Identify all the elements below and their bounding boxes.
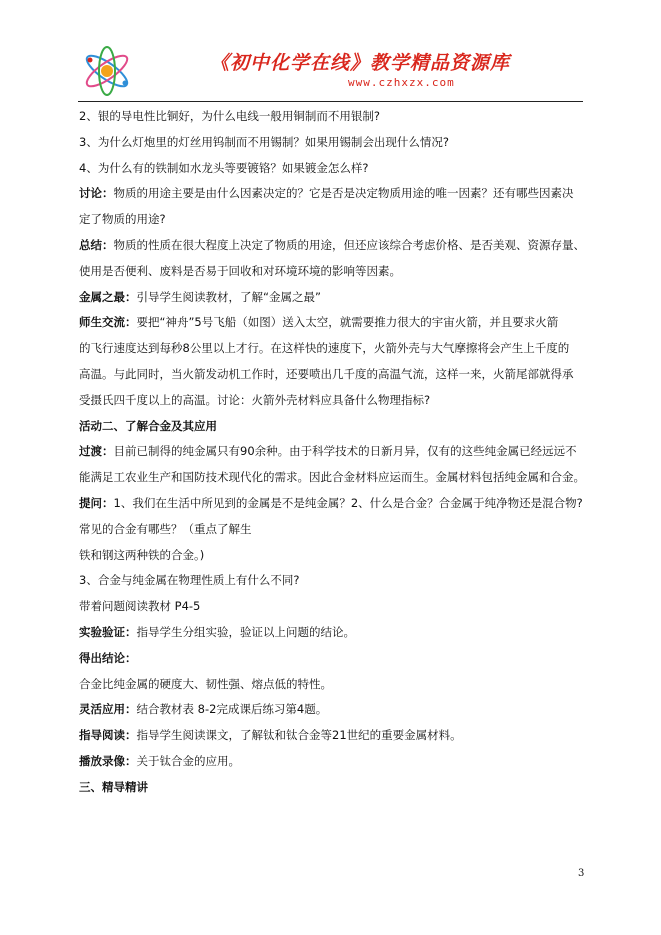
text-line: 金属之最：引导学生阅读教材，了解“金属之最” bbox=[79, 289, 321, 304]
section-heading: 三、精导精讲 bbox=[79, 779, 148, 794]
header-title: 《初中化学在线》教学精品资源库 bbox=[210, 52, 511, 74]
text-line: 总结：物质的性质在很大程度上决定了物质的用途，但还应该综合考虑价格、是否美观、资源存量、 bbox=[79, 237, 585, 252]
section-heading: 活动二、了解合金及其应用 bbox=[79, 418, 217, 433]
text-line: 提问：1、我们在生活中所见到的金属是不是纯金属？2、什么是合金？合金属于纯净物还是混合物? bbox=[79, 495, 583, 510]
text-line: 定了物质的用途? bbox=[79, 212, 166, 227]
text-line: 受摄氏四千度以上的高温。讨论：火箭外壳材料应具备什么物理指标? bbox=[79, 392, 431, 407]
text-line: 实验验证：指导学生分组实验，验证以上问题的结论。 bbox=[79, 624, 355, 639]
document-body bbox=[79, 104, 584, 801]
text-line: 带着问题阅读教材 P4-5 bbox=[79, 599, 201, 614]
page-number: 3 bbox=[578, 868, 585, 879]
text-line: 的飞行速度达到每秒8公里以上才行。在这样快的速度下，火箭外壳与大气摩擦将会产生上千度的 bbox=[79, 341, 570, 356]
header-divider bbox=[78, 101, 583, 102]
text-line: 3、合金与纯金属在物理性质上有什么不同? bbox=[79, 573, 300, 588]
text-line: 能满足工农业生产和国防技术现代化的需求。因此合金材料应运而生。金属材料包括纯金属和合金。 bbox=[79, 470, 585, 485]
text-line: 讨论：物质的用途主要是由什么因素决定的？它是否是决定物质用途的唯一因素？还有哪些因素决 bbox=[79, 186, 574, 201]
text-line: 合金比纯金属的硬度大、韧性强、熔点低的特性。 bbox=[79, 676, 332, 691]
text-line: 灵活应用：结合教材表 8-2完成课后练习第4题。 bbox=[79, 702, 328, 717]
atom-logo-icon bbox=[78, 42, 136, 100]
header-url: www.czhxzx.com bbox=[348, 76, 455, 89]
text-line: 师生交流：要把“神舟”5号飞船（如图）送入太空，就需要推力很大的宇宙火箭，并且要求火箭 bbox=[79, 315, 559, 330]
text-line: 使用是否便利、废料是否易于回收和对环境环境的影响等因素。 bbox=[79, 263, 401, 278]
text-line: 高温。与此同时，当火箭发动机工作时，还要喷出几千度的高温气流，这样一来，火箭尾部就得承 bbox=[79, 366, 574, 381]
text-line: 铁和钢这两种铁的合金。) bbox=[79, 547, 205, 562]
text-line: 4、为什么有的铁制如水龙头等要镀铬？如果镀金怎么样? bbox=[79, 160, 369, 175]
text-line: 指导阅读：指导学生阅读课文，了解钛和钛合金等21世纪的重要金属材料。 bbox=[79, 728, 462, 743]
text-line: 播放录像：关于钛合金的应用。 bbox=[79, 753, 240, 768]
text-line: 得出结论： bbox=[79, 650, 137, 665]
page-header bbox=[78, 42, 583, 104]
text-line: 2、银的导电性比铜好，为什么电线一般用铜制而不用银制? bbox=[79, 109, 380, 123]
text-line: 3、为什么灯炮里的灯丝用钨制而不用锡制？如果用锡制会出现什么情况? bbox=[79, 134, 449, 149]
text-line: 过渡：目前已制得的纯金属只有90余种。由于科学技术的日新月异，仅有的这些纯金属已经远远不 bbox=[79, 444, 577, 459]
text-line: 常见的合金有哪些？（重点了解生 bbox=[79, 521, 252, 536]
